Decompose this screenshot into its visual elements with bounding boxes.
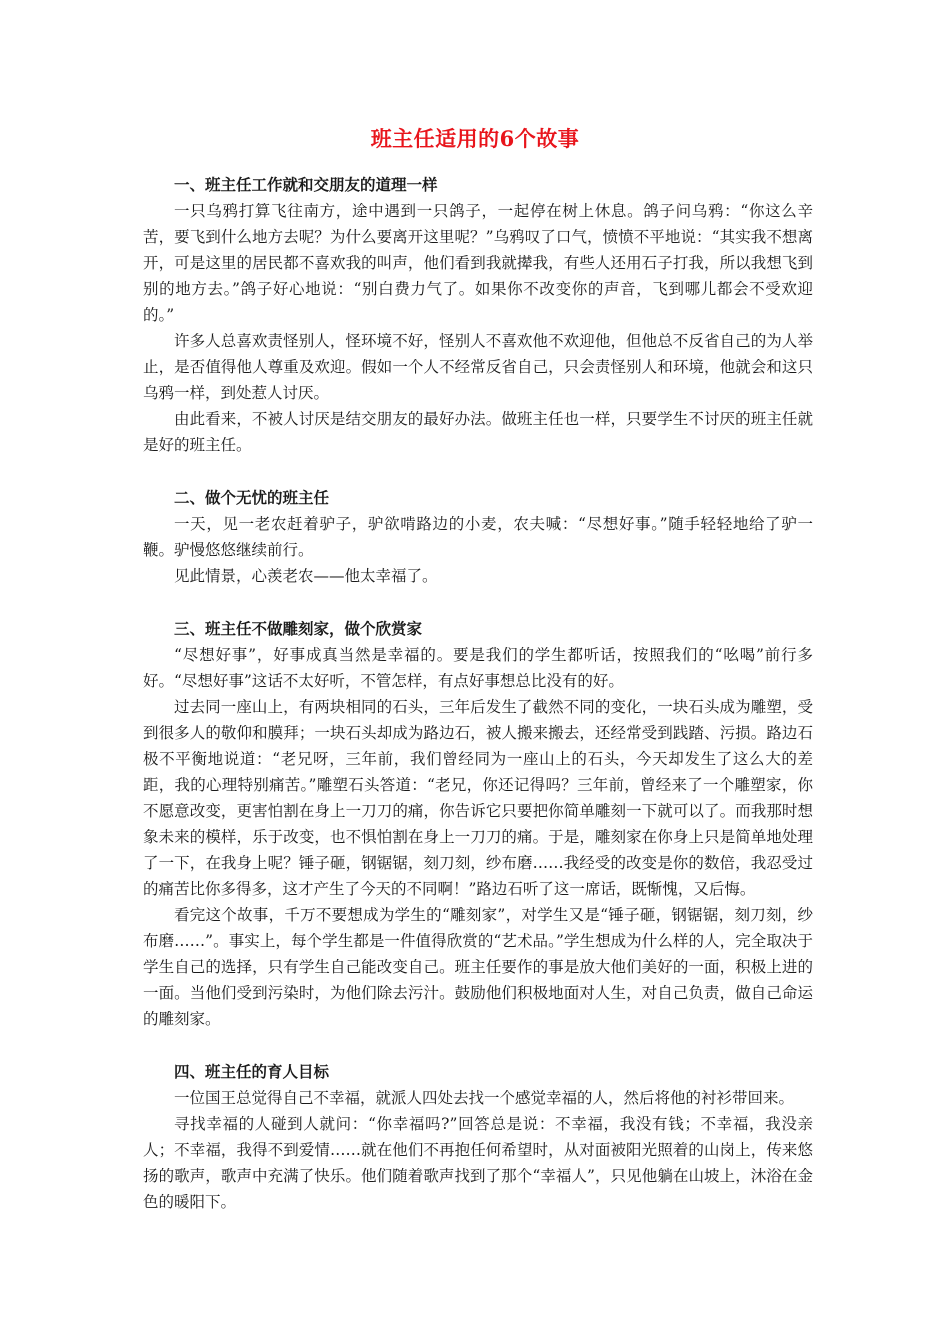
- paragraph: 由此看来，不被人讨厌是结交朋友的最好办法。做班主任也一样，只要学生不讨厌的班主任就是好的班主任。: [143, 410, 813, 454]
- document-body: [143, 172, 813, 1242]
- section-3: [143, 616, 813, 1032]
- section-heading: 二、做个无忧的班主任: [174, 488, 330, 507]
- paragraph: 许多人总喜欢责怪别人，怪环境不好，怪别人不喜欢他不欢迎他，但他总不反省自己的为人举止，是否值得他人尊重及欢迎。假如一个人不经常反省自己，只会责怪别人和环境，他就会和这只乌鸦一样，到处惹人讨厌。: [143, 332, 813, 402]
- paragraph: 一只乌鸦打算飞往南方，途中遇到一只鸽子，一起停在树上休息。鸽子问乌鸦：“你这么辛苦，要飞到什么地方去呢？为什么要离开这里呢？”乌鸦叹了口气，愤愤不平地说：“其实我不想离开，可是这里的居民都不喜欢我的叫声，他们看到我就撵我，有些人还用石子打我，所以我想飞到别的地方去。”鸽子好心地说：“别白费力气了。如果你不改变你的声音，飞到哪儿都会不受欢迎的。”: [143, 202, 813, 324]
- paragraph: 一天，见一老农赶着驴子，驴欲啃路边的小麦，农夫喊：“尽想好事。”随手轻轻地给了驴一鞭。驴慢悠悠继续前行。: [143, 515, 813, 559]
- paragraph: 看完这个故事，千万不要想成为学生的“雕刻家”，对学生又是“锤子砸，钢锯锯，刻刀刻，纱布磨……”。事实上，每个学生都是一件值得欣赏的“艺术品。”学生想成为什么样的人，完全取决于学生自己的选择，只有学生自己能改变自己。班主任要作的事是放大他们美好的一面，积极上进的一面。当他们受到污染时，为他们除去污汁。鼓励他们积极地面对人生，对自己负责，做自己命运的雕刻家。: [143, 906, 813, 1028]
- section-1: [143, 172, 813, 458]
- paragraph: 一位国王总觉得自己不幸福，就派人四处去找一个感觉幸福的人，然后将他的衬衫带回来。: [174, 1089, 795, 1107]
- document-title: 班主任适用的6个故事: [370, 126, 580, 151]
- paragraph: 寻找幸福的人碰到人就问：“你幸福吗?”回答总是说：不幸福，我没有钱；不幸福，我没亲人；不幸福，我得不到爱情……就在他们不再抱任何希望时，从对面被阳光照着的山岗上，传来悠扬的歌声，歌声中充满了快乐。他们随着歌声找到了那个“幸福人”，只见他躺在山坡上，沐浴在金色的暖阳下。: [143, 1115, 813, 1211]
- section-heading: 三、班主任不做雕刻家，做个欣赏家: [174, 619, 423, 638]
- paragraph: 见此情景，心羡老农——他太幸福了。: [174, 567, 438, 585]
- paragraph: “尽想好事”，好事成真当然是幸福的。要是我们的学生都听话，按照我们的“吆喝”前行多好。“尽想好事”这话不太好听，不管怎样，有点好事想总比没有的好。: [143, 646, 813, 690]
- section-heading: 四、班主任的育人目标: [174, 1062, 330, 1081]
- section-2: [143, 485, 813, 589]
- section-4: [143, 1059, 813, 1215]
- section-heading: 一、班主任工作就和交朋友的道理一样: [174, 175, 438, 194]
- paragraph: 过去同一座山上，有两块相同的石头，三年后发生了截然不同的变化，一块石头成为雕塑，受到很多人的敬仰和膜拜；一块石头却成为路边石，被人搬来搬去，还经常受到践踏、污损。路边石极不平衡地说道：“老兄呀，三年前，我们曾经同为一座山上的石头，今天却发生了这么大的差距，我的心理特别痛苦。”雕塑石头答道：“老兄，你还记得吗？三年前，曾经来了一个雕塑家，你不愿意改变，更害怕割在身上一刀刀的痛，你告诉它只要把你简单雕刻一下就可以了。而我那时想象未来的模样，乐于改变，也不惧怕割在身上一刀刀的痛。于是，雕刻家在你身上只是简单地处理了一下，在我身上呢？锤子砸，钢锯锯，刻刀刻，纱布磨……我经受的改变是你的数倍，我忍受过的痛苦比你多得多，这才产生了今天的不同啊！”路边石听了这一席话，既惭愧，又后悔。: [143, 698, 813, 898]
